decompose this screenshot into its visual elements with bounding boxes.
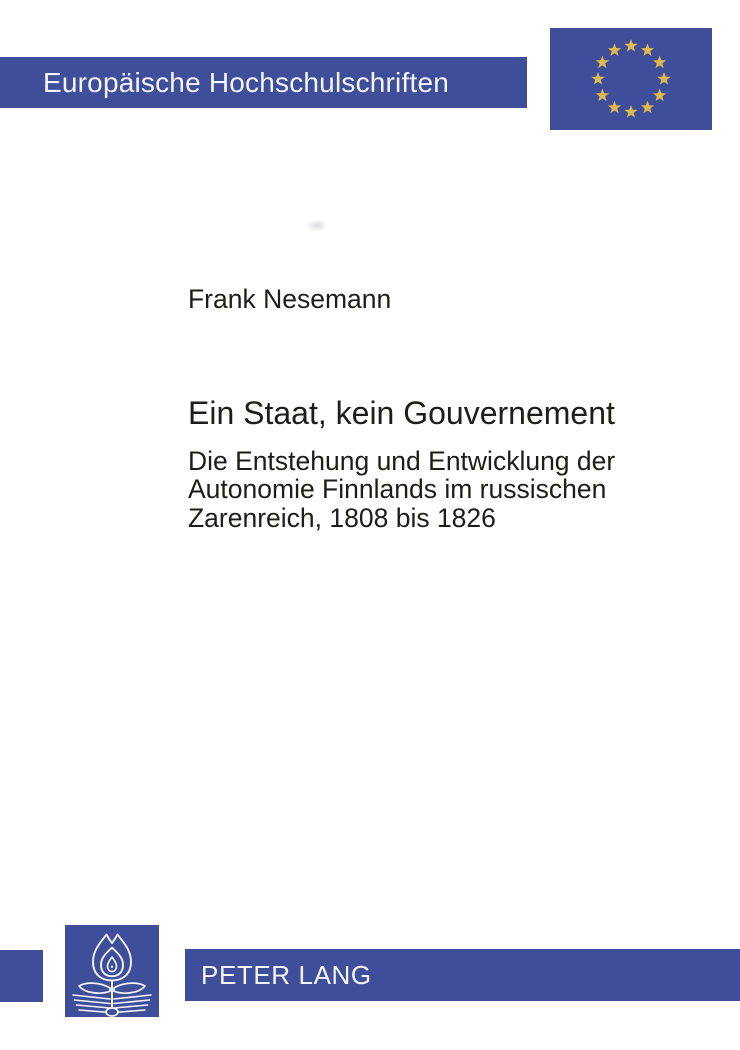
publisher-banner <box>185 949 740 1001</box>
peter-lang-logo-icon <box>65 925 159 1017</box>
subtitle-line: Autonomie Finnlands im russischen <box>188 474 607 505</box>
series-title: Europäische Hochschulschriften <box>43 66 449 98</box>
book-title: Ein Staat, kein Gouvernement <box>188 395 615 431</box>
subtitle-line: Die Entstehung und Entwicklung der <box>188 446 616 476</box>
bottom-left-bar <box>0 950 43 1002</box>
eu-flag-icon <box>550 28 712 130</box>
subtitle-line: Zarenreich, 1808 bis 1826 <box>188 502 496 533</box>
publisher-name: PETER LANG <box>201 959 372 990</box>
scan-artifact <box>306 219 328 232</box>
series-banner <box>0 57 527 108</box>
book-subtitle <box>188 447 615 532</box>
author-name: Frank Nesemann <box>188 284 392 314</box>
